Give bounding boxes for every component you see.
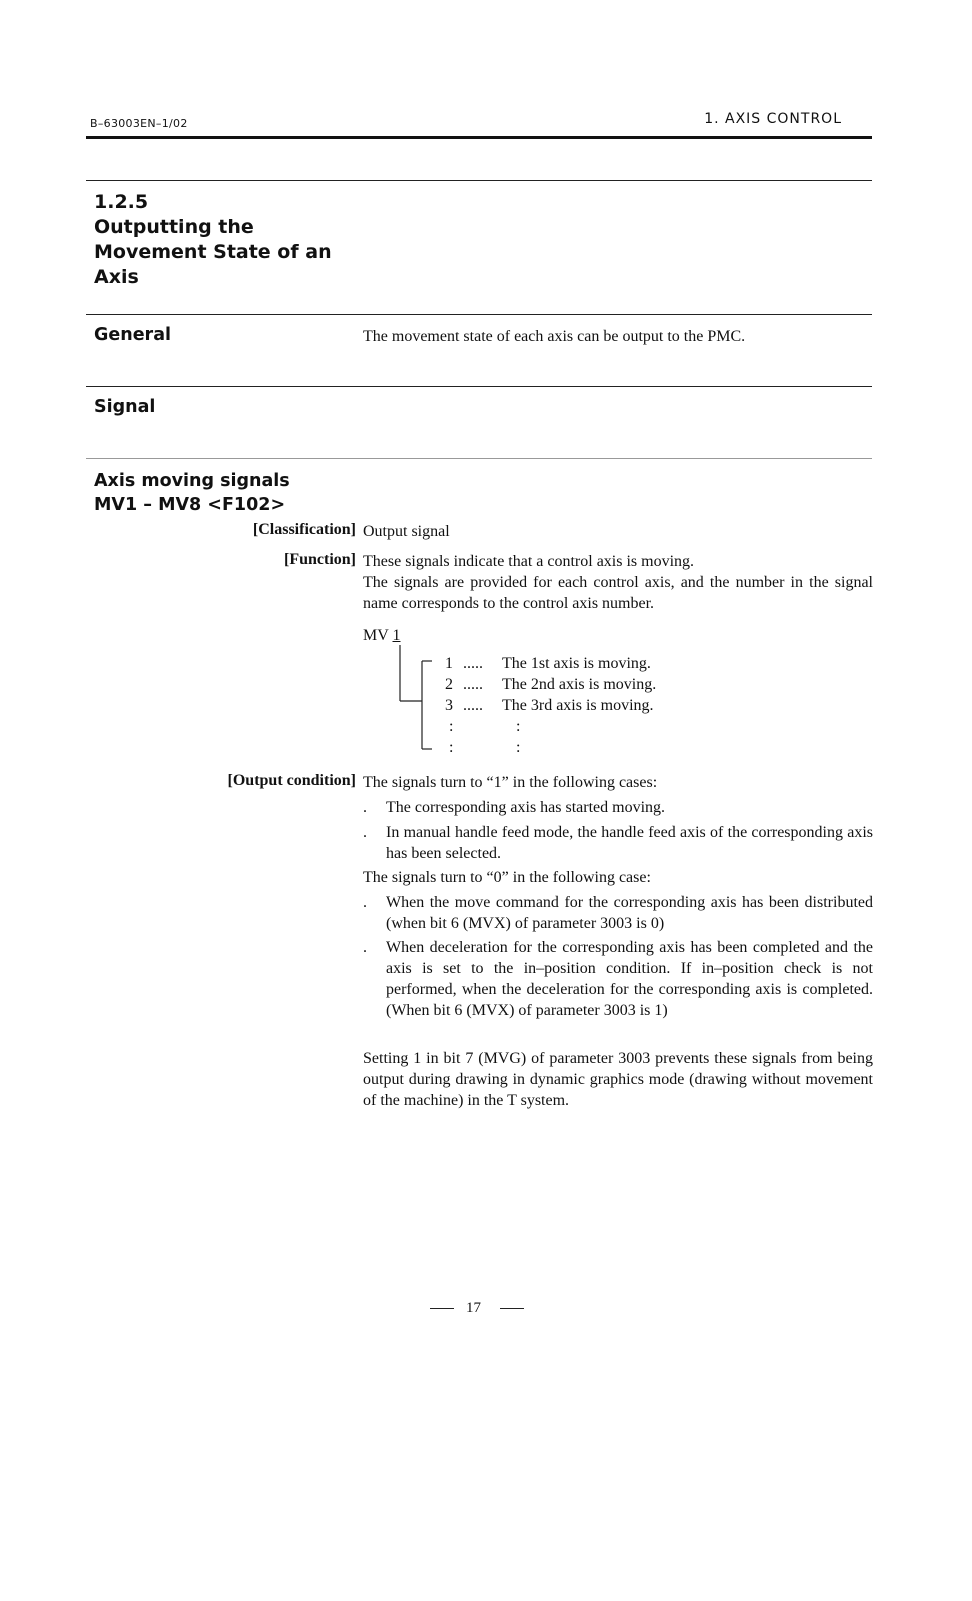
diagram-row-dots: ..... (463, 655, 483, 672)
signal-name-diagram (363, 625, 401, 646)
diagram-row-number: 1 (445, 655, 453, 672)
general-text: The movement state of each axis can be output to the PMC. (363, 328, 746, 345)
function-paragraph: The signals are provided for each control axis, and the number in the signal name corresponds to the control axis number. (363, 574, 873, 612)
function-label: [Function] (284, 551, 356, 568)
cond1-item (363, 797, 873, 818)
diagram-row-number: 3 (445, 697, 453, 714)
diagram-row (445, 655, 651, 673)
signal-rule (86, 386, 872, 387)
diagram-rows (445, 655, 745, 765)
page-footer (430, 1298, 526, 1320)
cond0-item-text: When deceleration for the corresponding axis has been completed and the axis is set to the in–position condition. If in–position check is not performed, when the deceleration for the corresponding axis is completed. (When bit 6 (MVX) of parameter 3003 is 1) (386, 939, 873, 1019)
cond0-item (363, 937, 873, 1021)
footer-dash-right (500, 1308, 524, 1309)
section-title-line-2: Movement State of an (94, 241, 332, 263)
header-rule (86, 136, 872, 139)
chapter-title: 1. AXIS CONTROL (704, 111, 842, 127)
cond1-item (363, 822, 873, 864)
axis-moving-heading-line-1: Axis moving signals (94, 471, 290, 491)
diagram-row-text: : (516, 718, 521, 735)
general-heading: General (94, 325, 171, 345)
diagram-row (445, 739, 520, 757)
diagram-row-text: The 2nd axis is moving. (502, 676, 657, 693)
classification-text: Output signal (363, 523, 450, 540)
diagram-row-text: The 3rd axis is moving. (502, 697, 654, 714)
function-line-1: These signals indicate that a control axis is moving. (363, 553, 695, 570)
diagram-row-dots: ..... (463, 697, 483, 714)
cond0-item-text: When the move command for the corresponding axis has been distributed (when bit 6 (MVX) of parameter 3003 is 0) (386, 894, 873, 932)
mvg-note: Setting 1 in bit 7 (MVG) of parameter 3003 prevents these signals from being output during drawing in dynamic graphics mode (drawing without movement of the machine) in the T system. (363, 1050, 873, 1109)
section-title-line-3: Axis (94, 266, 139, 288)
diagram-row-dots: ..... (463, 676, 483, 693)
diagram-row (445, 676, 656, 694)
diagram-row-number: 2 (445, 676, 453, 693)
signal-heading: Signal (94, 397, 156, 417)
section-top-rule (86, 180, 872, 181)
page-number: 17 (466, 1300, 481, 1316)
bullet-dot: . (363, 939, 367, 956)
bullet-dot: . (363, 824, 367, 841)
cond1-item-text: The corresponding axis has started moving. (386, 799, 666, 816)
general-rule (86, 314, 872, 315)
signal-suffix: 1 (392, 627, 401, 644)
classification-label: [Classification] (252, 521, 356, 538)
diagram-row-number: : (449, 739, 454, 756)
diagram-row-number: : (449, 718, 454, 735)
cond1-intro: The signals turn to “1” in the following cases: (363, 774, 658, 791)
section-number: 1.2.5 (94, 191, 149, 213)
axis-moving-heading-line-2: MV1 – MV8 <F102> (94, 495, 286, 515)
diagram-row-text: : (516, 739, 521, 756)
document-code: B–63003EN–1/02 (90, 117, 188, 130)
bullet-dot: . (363, 894, 367, 911)
bullet-dot: . (363, 799, 367, 816)
footer-dash-left (430, 1308, 454, 1309)
diagram-row (445, 718, 520, 736)
signal-prefix: MV (363, 627, 389, 644)
axis-moving-rule (86, 458, 872, 459)
cond0-intro: The signals turn to “0” in the following case: (363, 869, 651, 886)
cond0-item (363, 892, 873, 934)
section-title-line-1: Outputting the (94, 216, 254, 238)
diagram-row-text: The 1st axis is moving. (502, 655, 651, 672)
cond1-item-text: In manual handle feed mode, the handle feed axis of the corresponding axis has been selected. (386, 824, 873, 862)
axis-moving-heading (94, 469, 290, 517)
output-condition-label: [Output condition] (227, 772, 356, 789)
section-title (94, 190, 354, 290)
diagram-row (445, 697, 654, 715)
bracket-diagram (390, 645, 440, 755)
